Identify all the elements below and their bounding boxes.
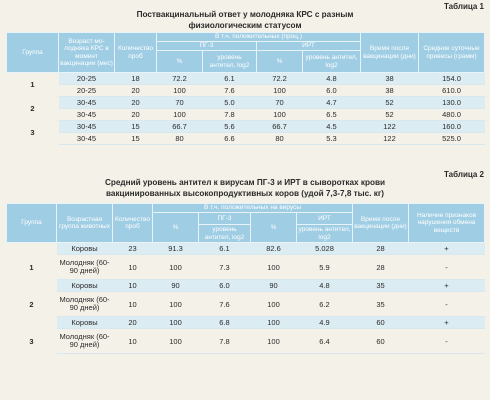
category-cell: Молодняк (60-90 дней)	[57, 329, 113, 354]
table2-title-line2: вакцинированных высокопродуктивных коров (удой 7,3-7,8 тыс. кг)	[105, 189, 384, 198]
irt-level-cell: 4.7	[303, 97, 361, 109]
table-row	[7, 329, 485, 354]
pg3-level-cell: 6.8	[199, 317, 251, 329]
pg3-level-cell: 7.8	[203, 109, 257, 121]
count-cell: 15	[115, 133, 157, 145]
days-cell: 52	[361, 109, 419, 121]
t1-header-gain: Средние суточные привесы (грамм)	[419, 33, 485, 73]
t2-header-group: Группа	[7, 204, 57, 243]
gain-cell: 130.0	[419, 97, 485, 109]
pg3-percent-cell: 70	[157, 97, 203, 109]
t1-header-pct-pg3: %	[157, 51, 203, 73]
t2-header-time: Время после вакцинации (дни)	[353, 204, 409, 243]
t2-header-pg3: ПГ-3	[199, 213, 251, 225]
days-cell: 122	[361, 121, 419, 133]
table1-tag: Таблица 1	[443, 2, 484, 11]
t1-header-time: Время после вакцинации (дни)	[361, 33, 419, 73]
irt-level-cell: 6.2	[297, 292, 353, 317]
count-cell: 10	[113, 255, 153, 280]
pg3-percent-cell: 90	[153, 280, 199, 292]
group-number: 2	[7, 97, 59, 121]
t2-header-pct-pg3: %	[153, 213, 199, 243]
t2-header-irt: ИРТ	[297, 213, 353, 225]
group-number: 1	[7, 73, 59, 97]
pg3-percent-cell: 100	[157, 85, 203, 97]
t2-header-level-pg3: уровень антител, log2	[199, 225, 251, 243]
t2-header-positive: В т.ч. положительных на вирусы	[153, 204, 353, 213]
count-cell: 20	[115, 85, 157, 97]
irt-percent-cell: 70	[257, 97, 303, 109]
group-number	[7, 317, 57, 329]
table-row	[7, 109, 485, 121]
table2-body	[7, 243, 485, 354]
pg3-percent-cell: 100	[153, 329, 199, 354]
gain-cell: 160.0	[419, 121, 485, 133]
t1-header-level-pg3: уровень антител, log2	[203, 51, 257, 73]
age-cell: 30-45	[59, 97, 115, 109]
pg3-percent-cell: 66.7	[157, 121, 203, 133]
irt-percent-cell: 100	[257, 109, 303, 121]
pg3-percent-cell: 91.3	[153, 243, 199, 255]
irt-level-cell: 6.5	[303, 109, 361, 121]
table2-tag: Таблица 2	[443, 170, 484, 179]
pg3-level-cell: 6.1	[203, 73, 257, 85]
days-cell: 60	[353, 317, 409, 329]
table1-title	[0, 9, 490, 31]
t2-header-pct-irt: %	[251, 213, 297, 243]
gain-cell: 525.0	[419, 133, 485, 145]
age-cell: 30-45	[59, 133, 115, 145]
pg3-percent-cell: 72.2	[157, 73, 203, 85]
age-cell: 20-25	[59, 73, 115, 85]
pg3-level-cell: 7.3	[199, 255, 251, 280]
count-cell: 20	[115, 97, 157, 109]
category-cell: Коровы	[57, 280, 113, 292]
group-number	[7, 280, 57, 292]
days-cell: 35	[353, 292, 409, 317]
violation-cell: +	[409, 317, 485, 329]
pg3-level-cell: 7.8	[199, 329, 251, 354]
pg3-level-cell: 6.0	[199, 280, 251, 292]
irt-percent-cell: 66.7	[257, 121, 303, 133]
t2-header-level-irt: уровень антител, log2	[297, 225, 353, 243]
count-cell: 23	[113, 243, 153, 255]
table-row	[7, 280, 485, 292]
pg3-percent-cell: 100	[153, 317, 199, 329]
irt-level-cell: 6.0	[303, 85, 361, 97]
table-row	[7, 243, 485, 255]
violation-cell: +	[409, 280, 485, 292]
gain-cell: 480.0	[419, 109, 485, 121]
pg3-percent-cell: 100	[153, 255, 199, 280]
count-cell: 18	[115, 73, 157, 85]
category-cell: Молодняк (60-90 дней)	[57, 292, 113, 317]
table-row	[7, 133, 485, 145]
pg3-level-cell: 7.6	[199, 292, 251, 317]
table2-title-line1: Средний уровень антител к вирусам ПГ-3 и ИРТ в сыворотках крови	[104, 178, 386, 187]
table-row	[7, 85, 485, 97]
table1	[6, 32, 485, 145]
count-cell: 10	[113, 280, 153, 292]
days-cell: 28	[353, 255, 409, 280]
pg3-level-cell: 6.6	[203, 133, 257, 145]
count-cell: 10	[113, 292, 153, 317]
gain-cell: 154.0	[419, 73, 485, 85]
irt-level-cell: 5.3	[303, 133, 361, 145]
table-row	[7, 73, 485, 85]
table-row	[7, 97, 485, 109]
irt-percent-cell: 100	[251, 317, 297, 329]
violation-cell: -	[409, 255, 485, 280]
irt-level-cell: 4.8	[297, 280, 353, 292]
t2-header-count: Количество проб	[113, 204, 153, 243]
category-cell: Молодняк (60-90 дней)	[57, 255, 113, 280]
irt-percent-cell: 80	[257, 133, 303, 145]
t1-header-pg3: ПГ-3	[157, 42, 257, 51]
count-cell: 20	[113, 317, 153, 329]
pg3-level-cell: 5.6	[203, 121, 257, 133]
violation-cell: -	[409, 329, 485, 354]
days-cell: 52	[361, 97, 419, 109]
days-cell: 35	[353, 280, 409, 292]
days-cell: 122	[361, 133, 419, 145]
group-number: 1	[7, 255, 57, 280]
irt-percent-cell: 72.2	[257, 73, 303, 85]
group-number: 2	[7, 292, 57, 317]
t1-header-pct-irt: %	[257, 51, 303, 73]
pg3-percent-cell: 100	[157, 109, 203, 121]
irt-percent-cell: 82.6	[251, 243, 297, 255]
pg3-level-cell: 6.1	[199, 243, 251, 255]
irt-level-cell: 4.9	[297, 317, 353, 329]
irt-level-cell: 5.028	[297, 243, 353, 255]
table1-title-line2: физиологическим статусом	[188, 21, 302, 30]
t1-header-level-irt: уровень антител, log2	[303, 51, 361, 73]
irt-level-cell: 4.8	[303, 73, 361, 85]
table2-title	[0, 177, 490, 199]
table2	[6, 203, 485, 354]
irt-percent-cell: 100	[257, 85, 303, 97]
pg3-level-cell: 5.0	[203, 97, 257, 109]
table-row	[7, 121, 485, 133]
days-cell: 38	[361, 73, 419, 85]
days-cell: 38	[361, 85, 419, 97]
pg3-level-cell: 7.6	[203, 85, 257, 97]
table-row	[7, 317, 485, 329]
irt-percent-cell: 100	[251, 329, 297, 354]
irt-percent-cell: 100	[251, 255, 297, 280]
pg3-percent-cell: 100	[153, 292, 199, 317]
irt-level-cell: 6.4	[297, 329, 353, 354]
t1-header-positive: В т.ч. положительных (проц.)	[157, 33, 361, 42]
t1-header-age: Возраст мо-лодняка КРС в момент вакцинации (мес)	[59, 33, 115, 73]
t1-header-group: Группа	[7, 33, 59, 73]
irt-level-cell: 4.5	[303, 121, 361, 133]
count-cell: 10	[113, 329, 153, 354]
age-cell: 30-45	[59, 121, 115, 133]
group-number: 3	[7, 121, 59, 145]
irt-level-cell: 5.9	[297, 255, 353, 280]
age-cell: 20-25	[59, 85, 115, 97]
t1-header-irt: ИРТ	[257, 42, 361, 51]
table1-title-line1: Поствакцинальный ответ у молодняка КРС с разным	[136, 10, 354, 19]
violation-cell: -	[409, 292, 485, 317]
t1-header-count: Количество проб	[115, 33, 157, 73]
gain-cell: 610.0	[419, 85, 485, 97]
irt-percent-cell: 100	[251, 292, 297, 317]
t2-header-category: Возрастная группа животных	[57, 204, 113, 243]
category-cell: Коровы	[57, 317, 113, 329]
violation-cell: +	[409, 243, 485, 255]
irt-percent-cell: 90	[251, 280, 297, 292]
t2-header-violation: Наличие признаков нарушения обмена веществ	[409, 204, 485, 243]
group-number: 3	[7, 329, 57, 354]
group-number	[7, 243, 57, 255]
count-cell: 15	[115, 121, 157, 133]
days-cell: 28	[353, 243, 409, 255]
table-row	[7, 255, 485, 280]
category-cell: Коровы	[57, 243, 113, 255]
pg3-percent-cell: 80	[157, 133, 203, 145]
table-row	[7, 292, 485, 317]
days-cell: 60	[353, 329, 409, 354]
count-cell: 20	[115, 109, 157, 121]
age-cell: 30-45	[59, 109, 115, 121]
table1-body	[7, 73, 485, 145]
